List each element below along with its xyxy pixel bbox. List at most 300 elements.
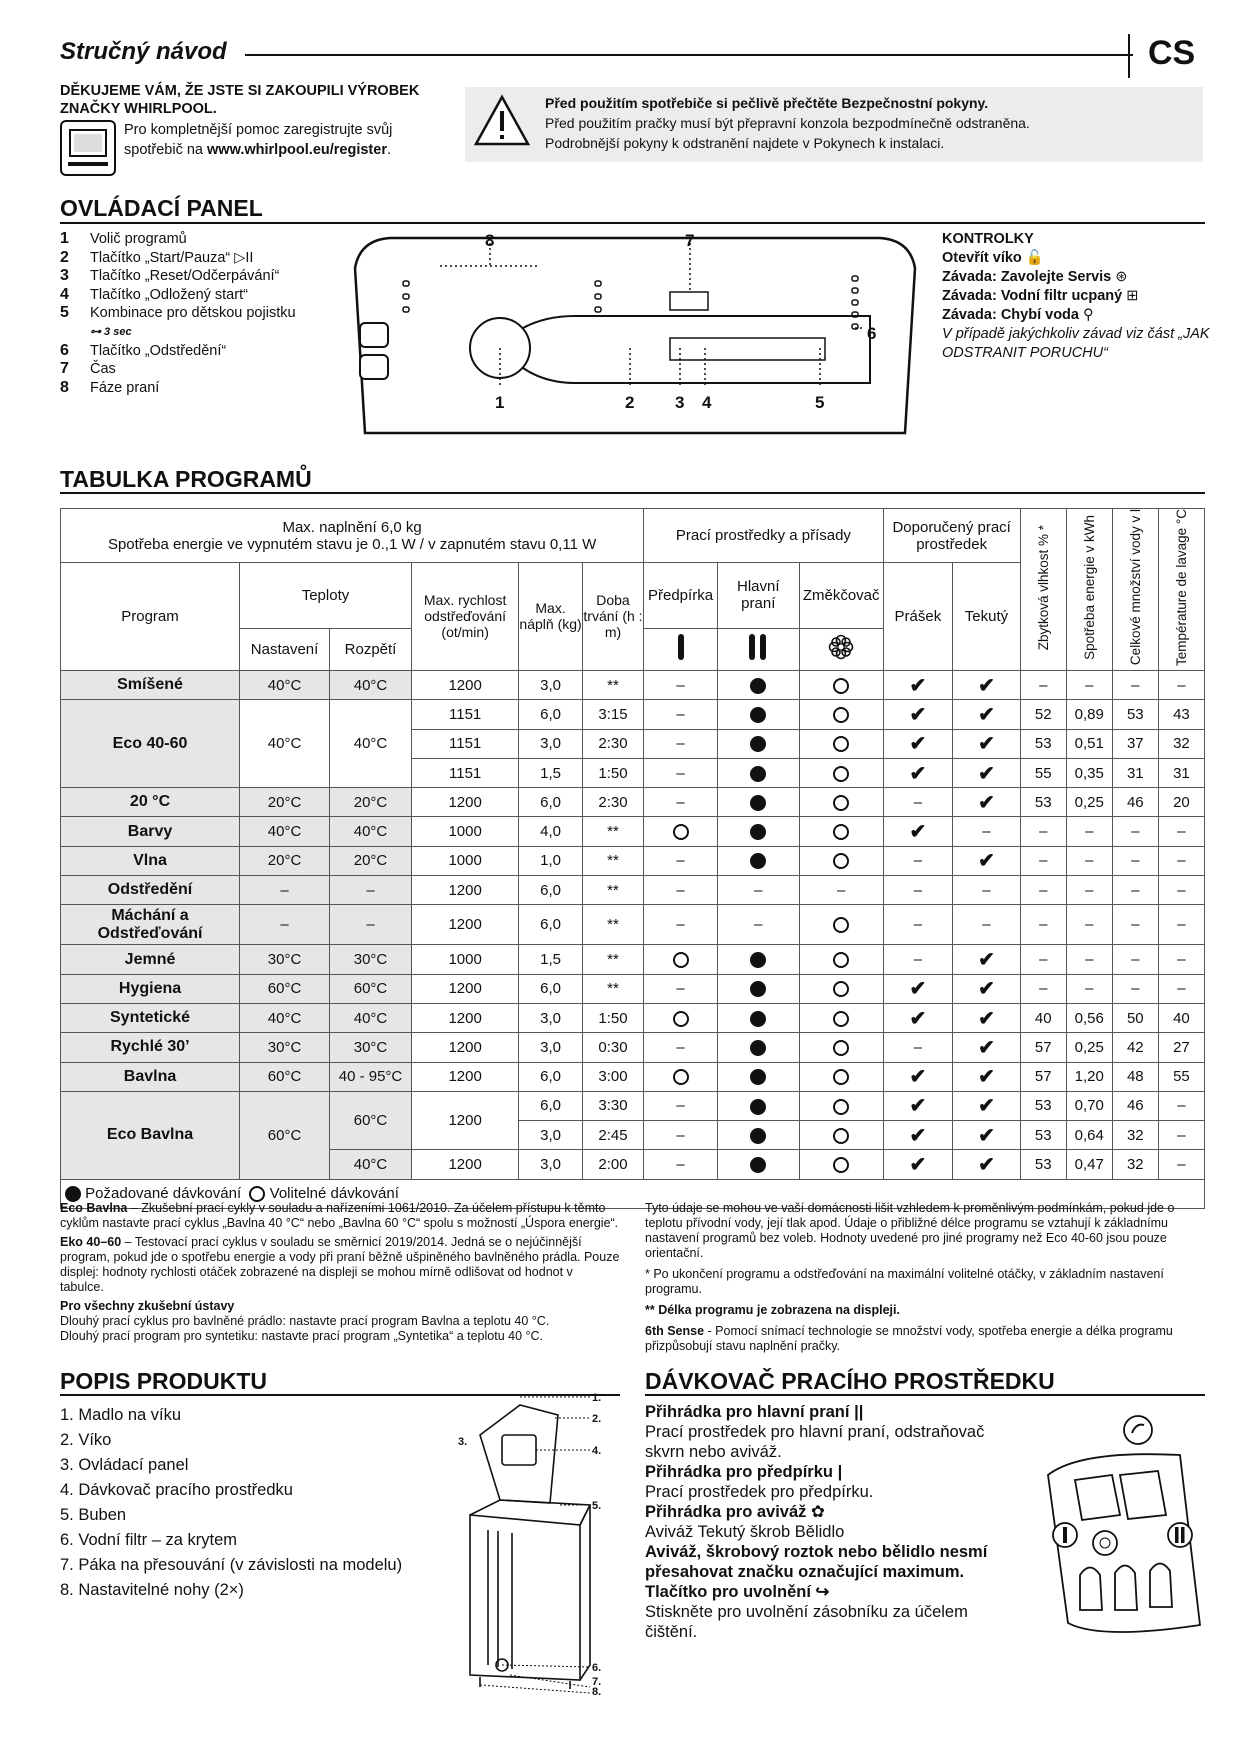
table-cell: 1000 (411, 846, 518, 875)
table-cell: – (240, 876, 330, 905)
callout-1: 1. (592, 1392, 602, 1404)
optional-dose-icon (833, 678, 849, 694)
table-cell: 46 (1112, 788, 1158, 817)
table-cell: 1200 (411, 1033, 518, 1062)
dispenser-diagram (1040, 1395, 1205, 1640)
dose-cell (717, 1091, 799, 1120)
list-item: 8 Fáze praní (60, 378, 160, 396)
check-icon: ✔ (978, 1095, 995, 1118)
table-cell: 40°C (330, 1150, 412, 1179)
table-cell: – (1158, 1121, 1204, 1150)
callout-4: 4 (702, 393, 712, 412)
col-program: Program (61, 563, 240, 671)
required-dose-icon (750, 853, 766, 869)
warning-line-3: Podrobnější pokyny k odstranění najdete v Pokynech k instalaci. (545, 135, 945, 151)
table-cell: 32 (1158, 729, 1204, 758)
table-cell: 31 (1112, 758, 1158, 787)
program-name: Odstředění (61, 876, 240, 905)
col-range: Rozpětí (330, 628, 412, 670)
required-dose-icon (750, 1040, 766, 1056)
header-divider (1128, 34, 1130, 78)
list-item: 8. Nastavitelné nohy (2×) (60, 1581, 244, 1599)
table-cell: 0,25 (1066, 1033, 1112, 1062)
dose-cell (799, 788, 883, 817)
dose-cell (799, 1033, 883, 1062)
control-panel-diagram (345, 228, 925, 443)
table-cell: 55 (1158, 1062, 1204, 1091)
table-cell: 1200 (411, 905, 518, 945)
table-cell: – (1158, 1150, 1204, 1179)
dose-cell (717, 974, 799, 1003)
table-cell: 30°C (330, 1033, 412, 1062)
table-cell: – (883, 846, 953, 875)
table-cell: 53 (1020, 788, 1066, 817)
table-cell: – (1112, 945, 1158, 974)
recommended-cell (953, 1121, 1021, 1150)
col-spin-speed: Max. rychlost odstřeďování (ot/min) (411, 563, 518, 671)
col-water: Celkové množství vody v l (1112, 509, 1158, 671)
table-cell: 1,20 (1066, 1062, 1112, 1091)
required-dose-icon (750, 766, 766, 782)
table-cell: 0,64 (1066, 1121, 1112, 1150)
list-item: 3. Ovládací panel (60, 1456, 189, 1474)
section-rule (60, 222, 1205, 224)
document-title: Stručný návod (60, 38, 227, 65)
check-icon: ✔ (909, 762, 927, 785)
table-row (61, 1003, 1205, 1032)
table-cell: 30°C (240, 1033, 330, 1062)
table-notes-left: Eco Bavlna – Zkušební prací cykly v souladu a nařízeními 1061/2010. Za účelem přístupu k těmto cyklům nastavte prací cyklus „Bavlna 40 °C“ nebo „Bavlna 60 °C“ spolu s možností „Úspora energie“. Eko 40–60 – Testovací prací cyklus v souladu se směrnicí 2019/2014. Jedná se o nejúčinnější program, pokud jde o spotřebu energie a vody při praní běžně ušpiněného bavlněného prádla. Pouze displej: hodnoty rychlosti otáček zobrazené na displeji se mohou mírně odlišovat od hodnot v tabulce. Pro všechny zkušební ústavy Dlouhý prací cyklus pro bavlněné prádlo: nastavte prací program Bavlna a teplotu 40 °C. Dlouhý prací program pro syntetiku: nastavte prací program „Syntetika“ a teplotu 40 °C. (60, 1201, 620, 1343)
dose-cell (799, 817, 883, 846)
recommended-cell (883, 1150, 953, 1179)
table-cell: – (1112, 974, 1158, 1003)
recommended-cell (883, 758, 953, 787)
table-cell: 1200 (411, 1003, 518, 1032)
list-item: 4. Dávkovač pracího prostředku (60, 1481, 293, 1499)
list-item: 4 Tlačítko „Odložený start“ (60, 285, 248, 303)
warning-icon (472, 92, 532, 150)
check-icon: ✔ (909, 1007, 927, 1030)
table-row (61, 817, 1205, 846)
kontrolky-title: KONTROLKY (942, 231, 1034, 247)
optional-dose-icon (833, 766, 849, 782)
check-icon: ✔ (978, 1007, 995, 1030)
recommended-cell (953, 700, 1021, 729)
table-cell: 42 (1112, 1033, 1158, 1062)
recommended-cell (883, 700, 953, 729)
table-cell: – (953, 905, 1021, 945)
table-cell: ** (582, 670, 643, 699)
program-name: Bavlna (61, 1062, 240, 1091)
check-icon: ✔ (978, 703, 995, 726)
optional-dose-icon (833, 853, 849, 869)
dose-cell (717, 700, 799, 729)
table-cell: – (644, 670, 718, 699)
table-cell: 6,0 (519, 1062, 582, 1091)
table-cell: 3:15 (582, 700, 643, 729)
dose-cell (717, 1121, 799, 1150)
table-cell: – (1158, 945, 1204, 974)
table-cell: 2:30 (582, 788, 643, 817)
table-cell: 1200 (411, 788, 518, 817)
table-cell: 30°C (330, 945, 412, 974)
required-dose-icon (750, 1069, 766, 1085)
required-dose-icon (750, 1157, 766, 1173)
list-item: 7 Čas (60, 360, 116, 378)
required-dose-icon (750, 707, 766, 723)
optional-dose-icon (833, 1011, 849, 1027)
product-parts-list (60, 1403, 440, 1603)
check-icon: ✔ (909, 978, 927, 1001)
table-cell: – (1066, 974, 1112, 1003)
table-cell: – (883, 945, 953, 974)
recommended-cell (953, 974, 1021, 1003)
table-cell: – (1112, 817, 1158, 846)
table-cell: – (1158, 670, 1204, 699)
table-cell: 6,0 (519, 700, 582, 729)
check-icon: ✔ (978, 1036, 995, 1059)
table-cell: 3,0 (519, 1033, 582, 1062)
dose-cell (717, 1062, 799, 1091)
check-icon: ✔ (909, 1124, 927, 1147)
table-row (61, 945, 1205, 974)
table-cell: – (644, 905, 718, 945)
table-cell: – (1158, 1091, 1204, 1120)
table-cell: 0,56 (1066, 1003, 1112, 1032)
warning-line-1: Před použitím spotřebiče si pečlivě přečtěte Bezpečnostní pokyny. (545, 95, 989, 111)
table-cell: 20°C (240, 788, 330, 817)
check-icon: ✔ (978, 1066, 995, 1089)
table-cell: 40 - 95°C (330, 1062, 412, 1091)
callout-8: 8 (485, 231, 495, 250)
table-cell: – (1112, 670, 1158, 699)
optional-dose-icon (833, 795, 849, 811)
table-cell: 40°C (240, 817, 330, 846)
table-cell: 40 (1020, 1003, 1066, 1032)
callout-2: 2 (625, 393, 635, 412)
table-cell: 60°C (330, 974, 412, 1003)
list-item: 5. Buben (60, 1506, 127, 1524)
program-table-title: TABULKA PROGRAMŮ (60, 466, 312, 492)
language-code: CS (1148, 34, 1196, 72)
table-cell: 1200 (411, 974, 518, 1003)
control-panel-list (60, 230, 360, 397)
table-cell: – (644, 876, 718, 905)
table-cell: 1151 (411, 729, 518, 758)
table-cell: 20°C (330, 788, 412, 817)
dose-cell (717, 788, 799, 817)
table-cell: 6,0 (519, 1091, 582, 1120)
table-row (61, 788, 1205, 817)
table-cell: 0,51 (1066, 729, 1112, 758)
indicator-lights: KONTROLKY Otevřít víko 🔓 Závada: Zavolejte Servis ⊛ Závada: Vodní filtr ucpaný ⊞ Závada: Chybí voda ⚲ V případě jakýchkoliv závad viz část „JAK ODSTRANIT PORUCHU“ (942, 231, 1210, 361)
table-cell: 2:30 (582, 729, 643, 758)
table-cell: 31 (1158, 758, 1204, 787)
table-cell: ** (582, 876, 643, 905)
callout-6: 6. (592, 1662, 602, 1674)
table-cell: 1000 (411, 817, 518, 846)
table-cell: 1200 (411, 1091, 518, 1150)
list-item: 6. Vodní filtr – za krytem (60, 1531, 237, 1549)
table-cell: 32 (1112, 1150, 1158, 1179)
prewash-icon: | (837, 1463, 843, 1481)
recommended-cell (953, 1003, 1021, 1032)
optional-dose-icon (833, 981, 849, 997)
table-cell: – (1066, 905, 1112, 945)
recommended-cell (883, 670, 953, 699)
table-cell: 2:00 (582, 1150, 643, 1179)
recommended-cell (953, 670, 1021, 699)
program-name: Rychlé 30’ (61, 1033, 240, 1062)
table-cell: 4,0 (519, 817, 582, 846)
optional-dose-icon (833, 707, 849, 723)
warning-text (545, 93, 1195, 153)
dose-cell (717, 1003, 799, 1032)
table-cell: – (644, 729, 718, 758)
recommended-cell (953, 758, 1021, 787)
table-cell: 40°C (240, 1003, 330, 1032)
table-cell: 40°C (240, 700, 330, 788)
dose-cell (799, 700, 883, 729)
program-table (60, 508, 1205, 1209)
required-dose-icon (750, 795, 766, 811)
prewash-icon (644, 628, 718, 670)
callout-3: 3. (458, 1436, 468, 1448)
table-cell: – (883, 1033, 953, 1062)
table-cell: 6,0 (519, 876, 582, 905)
table-cell: 3,0 (519, 670, 582, 699)
table-cell: – (1066, 846, 1112, 875)
dose-cell (799, 974, 883, 1003)
optional-dose-icon (833, 1128, 849, 1144)
dose-cell (717, 758, 799, 787)
dose-cell (799, 945, 883, 974)
table-row (61, 700, 1205, 729)
check-icon: ✔ (909, 703, 927, 726)
optional-dose-icon (833, 1099, 849, 1115)
table-cell: 50 (1112, 1003, 1158, 1032)
table-cell: 30°C (240, 945, 330, 974)
recommended-cell (883, 1062, 953, 1091)
table-cell: 40°C (330, 670, 412, 699)
optional-dose-icon (673, 824, 689, 840)
table-row (61, 1091, 1205, 1120)
table-cell: – (1020, 974, 1066, 1003)
col-duration: Doba trvání (h : m) (582, 563, 643, 671)
recommended-cell (953, 1033, 1021, 1062)
table-cell: 53 (1020, 1121, 1066, 1150)
col-setting: Nastavení (240, 628, 330, 670)
table-cell: – (1066, 876, 1112, 905)
required-dose-icon (750, 1011, 766, 1027)
list-item: 7. Páka na přesouvání (v závislosti na modelu) (60, 1556, 403, 1574)
dose-cell (799, 758, 883, 787)
table-cell: 60°C (240, 1062, 330, 1091)
optional-dose-icon (673, 1069, 689, 1085)
table-cell: 40 (1158, 1003, 1204, 1032)
table-cell: 3:00 (582, 1062, 643, 1091)
optional-dose-icon (833, 1157, 849, 1173)
callout-5: 5. (592, 1500, 602, 1512)
callout-1: 1 (495, 393, 505, 412)
col-mainwash: Hlavní praní (717, 563, 799, 629)
table-row (61, 1062, 1205, 1091)
table-cell: 0,89 (1066, 700, 1112, 729)
optional-dose-icon (833, 824, 849, 840)
table-cell: 27 (1158, 1033, 1204, 1062)
product-title: POPIS PRODUKTU (60, 1368, 268, 1394)
table-row (61, 670, 1205, 699)
dose-cell (799, 1062, 883, 1091)
callout-3: 3 (675, 393, 685, 412)
program-name: Smíšené (61, 670, 240, 699)
table-cell: 60°C (240, 1091, 330, 1179)
table-cell: – (1066, 670, 1112, 699)
list-item: 1 Volič programů (60, 230, 187, 247)
dose-cell (799, 846, 883, 875)
mainwash-icon (717, 628, 799, 670)
col-liquid: Tekutý (953, 563, 1021, 671)
table-cell: 1200 (411, 670, 518, 699)
table-cell: – (240, 905, 330, 945)
filter-icon: ⊞ (1126, 288, 1139, 304)
dose-cell (799, 1091, 883, 1120)
dose-cell (644, 817, 718, 846)
table-cell: 43 (1158, 700, 1204, 729)
program-name: Eco Bavlna (61, 1091, 240, 1179)
table-cell: 1:50 (582, 1003, 643, 1032)
program-name: Vlna (61, 846, 240, 875)
table-cell: ** (582, 905, 643, 945)
table-cell: – (644, 1121, 718, 1150)
table-cell: – (644, 1091, 718, 1120)
table-cell: 3,0 (519, 1121, 582, 1150)
table-cell: ** (582, 945, 643, 974)
table-cell: 40°C (240, 670, 330, 699)
dose-cell (799, 670, 883, 699)
dose-cell (799, 1150, 883, 1179)
callout-4: 4. (592, 1445, 602, 1457)
table-cell: 20 (1158, 788, 1204, 817)
dose-cell (644, 1062, 718, 1091)
col-powder: Prášek (883, 563, 953, 671)
required-dose-icon (750, 824, 766, 840)
dose-cell (717, 846, 799, 875)
table-cell: – (644, 758, 718, 787)
dispenser-title: DÁVKOVAČ PRACÍHO PROSTŘEDKU (645, 1368, 1055, 1394)
table-cell: 1,5 (519, 758, 582, 787)
table-cell: 60°C (330, 1091, 412, 1150)
table-cell: – (330, 905, 412, 945)
required-dose-icon (750, 1099, 766, 1115)
register-text: Pro kompletnější pomoc zaregistrujte svůj spotřebič na www.whirlpool.eu/register. (124, 122, 393, 158)
table-header-capacity: Max. naplnění 6,0 kg Spotřeba energie ve vypnutém stavu je 0.,1 W / v zapnutém stavu 0,11 W (61, 509, 644, 563)
table-cell: 0,70 (1066, 1091, 1112, 1120)
release-arrow-icon: ↪ (815, 1583, 830, 1601)
program-name: Eco 40-60 (61, 700, 240, 788)
table-cell: 3,0 (519, 1150, 582, 1179)
table-cell: 20°C (330, 846, 412, 875)
service-icon: ⊛ (1115, 269, 1128, 285)
required-dose-icon (750, 678, 766, 694)
table-cell: – (1020, 876, 1066, 905)
recommended-cell (883, 974, 953, 1003)
dose-cell (717, 1150, 799, 1179)
warning-line-2: Před použitím pračky musí být přepravní konzola bezpodmínečně odstraněna. (545, 115, 1030, 131)
table-cell: 2:45 (582, 1121, 643, 1150)
table-cell: – (1158, 817, 1204, 846)
control-panel-title: OVLÁDACÍ PANEL (60, 195, 263, 221)
check-icon: ✔ (978, 733, 995, 756)
table-cell: – (1066, 945, 1112, 974)
recommended-cell (953, 788, 1021, 817)
recommended-cell (953, 1091, 1021, 1120)
program-name: Barvy (61, 817, 240, 846)
table-cell: – (1112, 876, 1158, 905)
table-cell: 46 (1112, 1091, 1158, 1120)
table-cell: – (1020, 817, 1066, 846)
check-icon: ✔ (909, 1095, 927, 1118)
recommended-cell (953, 846, 1021, 875)
table-cell: – (799, 876, 883, 905)
list-item: 6 Tlačítko „Odstředění“ (60, 341, 227, 359)
dose-cell (717, 817, 799, 846)
check-icon: ✔ (909, 1066, 927, 1089)
table-cell: 6,0 (519, 788, 582, 817)
table-cell: – (953, 876, 1021, 905)
table-row (61, 876, 1205, 905)
table-cell: – (1020, 846, 1066, 875)
check-icon: ✔ (909, 674, 927, 697)
col-moisture: Zbytková vlhkost % * (1020, 509, 1066, 671)
program-name: 20 °C (61, 788, 240, 817)
table-cell: 57 (1020, 1033, 1066, 1062)
table-cell: 37 (1112, 729, 1158, 758)
optional-dose-icon (249, 1186, 265, 1202)
table-cell: – (883, 788, 953, 817)
header-rule (245, 54, 1133, 56)
thanks-text: DĚKUJEME VÁM, ŽE JSTE SI ZAKOUPILI VÝROBEK ZNAČKY WHIRLPOOL. (60, 83, 420, 117)
table-cell: – (883, 905, 953, 945)
table-cell: 60°C (240, 974, 330, 1003)
required-dose-icon (750, 981, 766, 997)
table-cell: 1151 (411, 700, 518, 729)
table-cell: 1,5 (519, 945, 582, 974)
register-link[interactable]: www.whirlpool.eu/register (207, 142, 387, 158)
callout-5: 5 (815, 393, 825, 412)
list-item: ⊶ 3 sec (90, 325, 132, 338)
table-cell: 1151 (411, 758, 518, 787)
col-softener: Změkčovač (799, 563, 883, 629)
table-row (61, 974, 1205, 1003)
program-name: Jemné (61, 945, 240, 974)
table-cell: – (717, 905, 799, 945)
dose-cell (799, 729, 883, 758)
table-cell: 3,0 (519, 729, 582, 758)
table-cell: 1000 (411, 945, 518, 974)
table-cell: – (644, 1150, 718, 1179)
water-tap-icon: ⚲ (1083, 307, 1094, 323)
flower-icon: ✿ (811, 1503, 825, 1521)
table-row (61, 1033, 1205, 1062)
table-cell: – (1158, 876, 1204, 905)
table-cell: 32 (1112, 1121, 1158, 1150)
optional-dose-icon (833, 917, 849, 933)
program-name: Hygiena (61, 974, 240, 1003)
recommended-cell (953, 1150, 1021, 1179)
table-cell: – (644, 846, 718, 875)
list-item: 2. Víko (60, 1431, 112, 1449)
